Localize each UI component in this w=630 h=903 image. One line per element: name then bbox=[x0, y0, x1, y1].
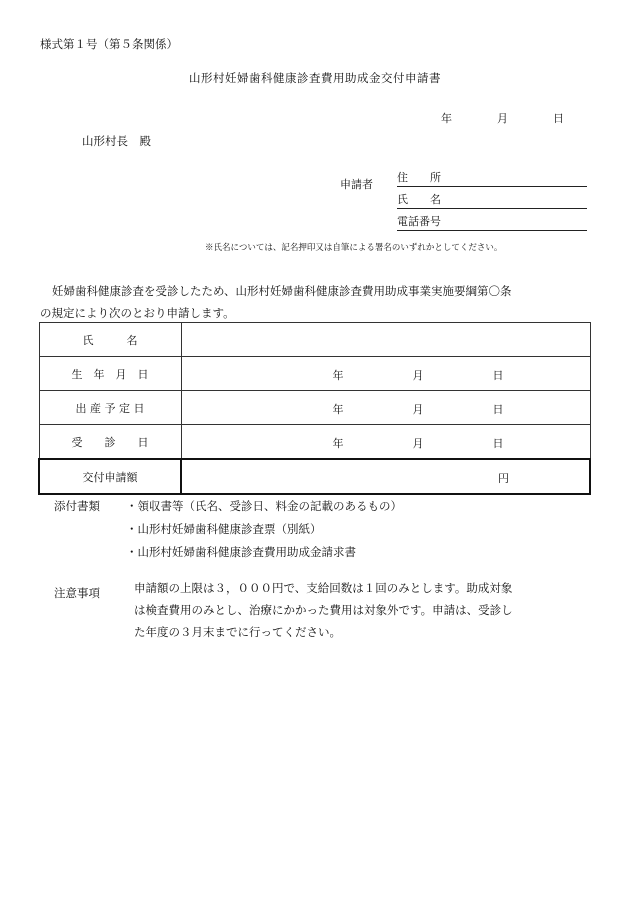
application-table bbox=[38, 322, 591, 495]
date-month-label: 月 bbox=[497, 112, 508, 125]
amount-value-cell[interactable] bbox=[181, 459, 590, 494]
table-row-amount bbox=[39, 459, 590, 494]
table-row-name bbox=[39, 323, 590, 357]
applicant-address-label: 住 所 bbox=[397, 171, 441, 184]
signature-note: ※氏名については、記名押印又は自筆による署名のいずれかとしてください。 bbox=[205, 243, 503, 253]
applicant-phone-label: 電話番号 bbox=[397, 215, 441, 228]
caution-text bbox=[134, 577, 594, 643]
applicant-label: 申請者 bbox=[340, 178, 373, 191]
form-number: 様式第１号（第５条関係） bbox=[40, 37, 178, 51]
caution-line: た年度の３月末までに行ってください。 bbox=[134, 625, 341, 639]
caution-label: 注意事項 bbox=[54, 586, 100, 600]
exam-date-month: 月 bbox=[412, 437, 424, 450]
document-title: 山形村妊婦歯科健康診査費用助成金交付申請書 bbox=[189, 71, 441, 85]
attachments-label: 添付書類 bbox=[54, 499, 100, 513]
due-date-year: 年 bbox=[332, 403, 344, 416]
date-year-label: 年 bbox=[441, 112, 452, 125]
date-day-label: 日 bbox=[553, 112, 564, 125]
applicant-address-field[interactable] bbox=[397, 170, 587, 187]
applicant-phone-field[interactable] bbox=[397, 214, 587, 231]
applicant-name-field[interactable] bbox=[397, 192, 587, 209]
birthdate-day: 日 bbox=[492, 369, 504, 382]
applicant-name-label: 氏 名 bbox=[397, 193, 441, 206]
exam-date-day: 日 bbox=[492, 437, 504, 450]
table-row-birthdate bbox=[39, 357, 590, 391]
table-row-due-date bbox=[39, 391, 590, 425]
row-label-name: 氏 名 bbox=[39, 323, 181, 357]
attachment-item: ・山形村妊婦歯科健康診査票（別紙） bbox=[126, 522, 322, 536]
attachment-item: ・領収書等（氏名、受診日、料金の記載のあるもの） bbox=[126, 499, 402, 513]
caution-line: は検査費用のみとし、治療にかかった費用は対象外です。申請は、受診し bbox=[134, 603, 513, 617]
birthdate-value-cell[interactable] bbox=[181, 357, 590, 391]
exam-date-year: 年 bbox=[332, 437, 344, 450]
row-label-exam-date: 受 診 日 bbox=[39, 425, 181, 460]
row-label-due-date: 出 産 予 定 日 bbox=[39, 391, 181, 425]
intro-line-1: 妊婦歯科健康診査を受診したため、山形村妊婦歯科健康診査費用助成事業実施要綱第〇条 bbox=[52, 284, 512, 298]
table-row-exam-date bbox=[39, 425, 590, 460]
exam-date-value-cell[interactable] bbox=[181, 425, 590, 460]
birthdate-year: 年 bbox=[332, 369, 344, 382]
addressee: 山形村長 殿 bbox=[82, 134, 151, 148]
name-value-cell[interactable] bbox=[181, 323, 590, 357]
amount-yen-unit: 円 bbox=[498, 472, 509, 485]
attachment-item: ・山形村妊婦歯科健康診査費用助成金請求書 bbox=[126, 545, 356, 559]
caution-line: 申請額の上限は３，０００円で、支給回数は１回のみとします。助成対象 bbox=[134, 581, 513, 595]
birthdate-month: 月 bbox=[412, 369, 424, 382]
intro-line-2: の規定により次のとおり申請します。 bbox=[40, 306, 235, 320]
intro-paragraph bbox=[40, 280, 592, 324]
row-label-birthdate: 生 年 月 日 bbox=[39, 357, 181, 391]
due-date-month: 月 bbox=[412, 403, 424, 416]
due-date-value-cell[interactable] bbox=[181, 391, 590, 425]
row-label-amount: 交付申請額 bbox=[39, 459, 181, 494]
due-date-day: 日 bbox=[492, 403, 504, 416]
